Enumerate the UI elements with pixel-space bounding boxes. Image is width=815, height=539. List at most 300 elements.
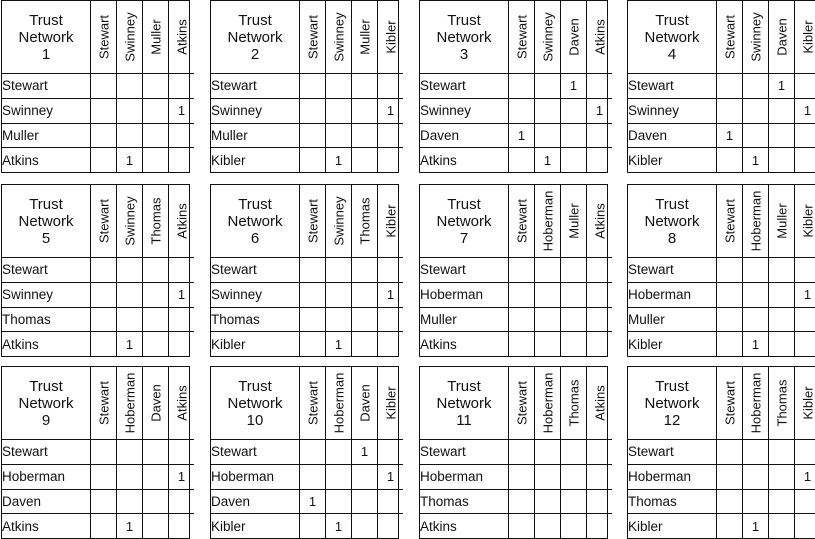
- header-row: [420, 1, 612, 74]
- matrix-cell: 1: [169, 282, 195, 307]
- matrix-cell: [169, 332, 195, 356]
- title-line-1: Trust: [420, 12, 508, 29]
- column-header: [509, 185, 535, 258]
- matrix-cell: [587, 440, 613, 465]
- row-header: Muller: [420, 307, 509, 332]
- column-header: [561, 1, 587, 74]
- matrix-cell: [743, 123, 769, 148]
- matrix-cell: [300, 74, 326, 99]
- row-header: Swinney: [211, 282, 300, 307]
- matrix-cell: [300, 464, 326, 489]
- matrix-cell: [717, 258, 743, 283]
- matrix-cell: [143, 464, 169, 489]
- column-header: [117, 1, 143, 74]
- network-number: 1: [2, 46, 90, 63]
- table-row: [628, 74, 815, 99]
- table-row: [211, 332, 403, 356]
- column-header: [143, 367, 169, 440]
- column-header-label: Muller: [148, 19, 163, 54]
- trust-network-table: [627, 184, 815, 357]
- row-header: Stewart: [211, 258, 300, 283]
- table-row: [211, 98, 403, 123]
- matrix-cell: [535, 440, 561, 465]
- matrix-cell: [326, 440, 352, 465]
- column-header: [378, 367, 404, 440]
- network-number: 8: [628, 230, 716, 247]
- row-header: Thomas: [420, 489, 509, 514]
- matrix-cell: [117, 489, 143, 514]
- table-row: [420, 514, 612, 538]
- matrix-cell: [561, 489, 587, 514]
- matrix-cell: [795, 514, 815, 538]
- column-header-label: Stewart: [514, 381, 529, 425]
- column-header-label: Stewart: [722, 199, 737, 243]
- matrix-cell: [561, 464, 587, 489]
- column-header-label: Kibler: [800, 20, 815, 53]
- trust-network-table: [627, 366, 815, 539]
- column-header: [509, 1, 535, 74]
- column-header-label: Kibler: [383, 386, 398, 419]
- matrix-cell: [717, 464, 743, 489]
- column-header: [535, 185, 561, 258]
- matrix-cell: [509, 489, 535, 514]
- matrix-cell: [795, 440, 815, 465]
- matrix-cell: 1: [117, 514, 143, 538]
- row-header: Kibler: [211, 514, 300, 538]
- matrix-cell: [587, 514, 613, 538]
- matrix-cell: [143, 98, 169, 123]
- column-header: [117, 367, 143, 440]
- table-row: [2, 489, 194, 514]
- matrix-cell: [143, 258, 169, 283]
- matrix-cell: [535, 489, 561, 514]
- table-row: [211, 514, 403, 538]
- header-row: [628, 185, 815, 258]
- matrix-cell: [795, 258, 815, 283]
- matrix-cell: [117, 464, 143, 489]
- column-header: [300, 367, 326, 440]
- matrix-cell: [378, 332, 404, 356]
- row-header: Stewart: [420, 258, 509, 283]
- row-header: Muller: [211, 123, 300, 148]
- matrix-cell: [117, 440, 143, 465]
- table-row: [2, 440, 194, 465]
- matrix-cell: [300, 123, 326, 148]
- matrix-cell: 1: [743, 332, 769, 356]
- title-line-1: Trust: [628, 378, 716, 395]
- column-header-label: Kibler: [383, 204, 398, 237]
- column-header: [717, 367, 743, 440]
- row-header: Hoberman: [628, 464, 717, 489]
- column-header-label: Stewart: [305, 199, 320, 243]
- matrix-cell: 1: [169, 464, 195, 489]
- adjacency-matrix: [2, 367, 194, 538]
- column-header-label: Stewart: [514, 199, 529, 243]
- matrix-cell: [769, 148, 795, 172]
- matrix-cell: [509, 307, 535, 332]
- table-row: [420, 148, 612, 172]
- matrix-cell: [717, 489, 743, 514]
- column-header-label: Swinney: [122, 196, 137, 245]
- matrix-cell: [561, 123, 587, 148]
- matrix-cell: [117, 74, 143, 99]
- matrix-cell: [378, 258, 404, 283]
- column-header: [169, 1, 195, 74]
- table-row: [420, 489, 612, 514]
- table-row: [2, 332, 194, 356]
- table-row: [420, 282, 612, 307]
- title-line-2: Network: [420, 395, 508, 412]
- matrix-cell: [769, 440, 795, 465]
- matrix-cell: [769, 307, 795, 332]
- matrix-cell: [717, 307, 743, 332]
- table-row: [420, 464, 612, 489]
- column-header: [300, 185, 326, 258]
- matrix-cell: [169, 148, 195, 172]
- column-header-label: Stewart: [96, 199, 111, 243]
- trust-network-table: [1, 0, 190, 173]
- network-number: 7: [420, 230, 508, 247]
- matrix-cell: [352, 464, 378, 489]
- matrix-cell: 1: [587, 98, 613, 123]
- title-line-1: Trust: [211, 378, 299, 395]
- matrix-cell: [378, 307, 404, 332]
- matrix-cell: [91, 98, 117, 123]
- column-header-label: Swinney: [331, 196, 346, 245]
- matrix-cell: [169, 440, 195, 465]
- trust-network-table: [627, 0, 815, 173]
- matrix-cell: 1: [326, 332, 352, 356]
- adjacency-matrix: [420, 185, 612, 356]
- row-header: Stewart: [628, 440, 717, 465]
- table-row: [420, 440, 612, 465]
- matrix-cell: [143, 148, 169, 172]
- matrix-cell: [91, 514, 117, 538]
- matrix-cell: [91, 258, 117, 283]
- matrix-cell: [535, 307, 561, 332]
- network-title: [211, 185, 300, 258]
- matrix-cell: [587, 148, 613, 172]
- table-row: [211, 307, 403, 332]
- matrix-cell: [117, 307, 143, 332]
- column-header: [795, 367, 815, 440]
- row-header: Muller: [628, 307, 717, 332]
- column-header: [117, 185, 143, 258]
- matrix-cell: [169, 514, 195, 538]
- header-row: [2, 185, 194, 258]
- matrix-cell: [795, 489, 815, 514]
- matrix-cell: 1: [352, 440, 378, 465]
- row-header: Stewart: [420, 74, 509, 99]
- matrix-cell: 1: [117, 332, 143, 356]
- matrix-cell: [561, 332, 587, 356]
- table-row: [2, 282, 194, 307]
- matrix-cell: [509, 464, 535, 489]
- table-row: [211, 440, 403, 465]
- matrix-cell: [326, 464, 352, 489]
- matrix-cell: 1: [326, 148, 352, 172]
- matrix-cell: [769, 514, 795, 538]
- column-header-label: Swinney: [748, 12, 763, 61]
- network-title: [628, 185, 717, 258]
- row-header: Daven: [420, 123, 509, 148]
- column-header-label: Atkins: [592, 203, 607, 238]
- matrix-cell: [326, 282, 352, 307]
- table-row: [2, 464, 194, 489]
- matrix-cell: [535, 74, 561, 99]
- column-header-label: Swinney: [122, 12, 137, 61]
- table-row: [628, 514, 815, 538]
- matrix-cell: [378, 148, 404, 172]
- matrix-cell: 1: [300, 489, 326, 514]
- matrix-cell: 1: [117, 148, 143, 172]
- column-header-label: Hoberman: [540, 191, 555, 252]
- table-row: [420, 332, 612, 356]
- column-header: [91, 185, 117, 258]
- matrix-cell: [169, 74, 195, 99]
- adjacency-matrix: [420, 367, 612, 538]
- matrix-cell: 1: [717, 123, 743, 148]
- table-row: [628, 148, 815, 172]
- matrix-cell: 1: [535, 148, 561, 172]
- row-header: Stewart: [2, 74, 91, 99]
- matrix-cell: [795, 123, 815, 148]
- network-number: 11: [420, 412, 508, 429]
- matrix-cell: 1: [743, 148, 769, 172]
- row-header: Hoberman: [2, 464, 91, 489]
- column-header-label: Stewart: [305, 381, 320, 425]
- column-header: [169, 367, 195, 440]
- matrix-cell: [717, 98, 743, 123]
- column-header: [300, 1, 326, 74]
- matrix-cell: [535, 258, 561, 283]
- column-header: [352, 185, 378, 258]
- column-header-label: Daven: [566, 18, 581, 56]
- network-number: 4: [628, 46, 716, 63]
- network-title: [420, 1, 509, 74]
- table-row: [628, 440, 815, 465]
- matrix-cell: [795, 74, 815, 99]
- matrix-cell: [91, 307, 117, 332]
- matrix-cell: [743, 74, 769, 99]
- matrix-cell: [509, 282, 535, 307]
- column-header-label: Swinney: [540, 12, 555, 61]
- row-header: Hoberman: [420, 464, 509, 489]
- network-number: 5: [2, 230, 90, 247]
- matrix-cell: [587, 258, 613, 283]
- matrix-cell: [143, 514, 169, 538]
- matrix-cell: [795, 307, 815, 332]
- matrix-cell: [169, 307, 195, 332]
- column-header: [795, 1, 815, 74]
- matrix-cell: [91, 440, 117, 465]
- row-header: Swinney: [628, 98, 717, 123]
- matrix-cell: [352, 514, 378, 538]
- matrix-cell: [378, 514, 404, 538]
- column-header-label: Thomas: [774, 380, 789, 427]
- matrix-cell: [769, 98, 795, 123]
- matrix-cell: [300, 282, 326, 307]
- matrix-cell: [509, 148, 535, 172]
- table-row: [628, 332, 815, 356]
- trust-network-table: [210, 366, 399, 539]
- matrix-cell: 1: [378, 98, 404, 123]
- trust-network-table: [210, 0, 399, 173]
- matrix-cell: [561, 282, 587, 307]
- row-header: Thomas: [2, 307, 91, 332]
- table-row: [2, 258, 194, 283]
- matrix-cell: 1: [795, 98, 815, 123]
- column-header-label: Stewart: [305, 15, 320, 59]
- row-header: Kibler: [628, 148, 717, 172]
- matrix-cell: [169, 258, 195, 283]
- column-header-label: Muller: [566, 203, 581, 238]
- adjacency-matrix: [628, 367, 815, 538]
- table-row: [420, 98, 612, 123]
- column-header: [769, 185, 795, 258]
- matrix-cell: [509, 98, 535, 123]
- row-header: Thomas: [628, 489, 717, 514]
- row-header: Atkins: [2, 148, 91, 172]
- column-header-label: Muller: [774, 203, 789, 238]
- row-header: Swinney: [2, 98, 91, 123]
- row-header: Stewart: [628, 258, 717, 283]
- matrix-cell: [352, 282, 378, 307]
- matrix-cell: 1: [378, 464, 404, 489]
- title-line-2: Network: [2, 395, 90, 412]
- table-row: [628, 123, 815, 148]
- network-number: 6: [211, 230, 299, 247]
- column-header: [378, 1, 404, 74]
- column-header: [326, 1, 352, 74]
- row-header: Hoberman: [420, 282, 509, 307]
- title-line-1: Trust: [628, 196, 716, 213]
- row-header: Daven: [2, 489, 91, 514]
- header-row: [211, 1, 403, 74]
- header-row: [2, 1, 194, 74]
- header-row: [211, 367, 403, 440]
- matrix-cell: [143, 440, 169, 465]
- title-line-1: Trust: [420, 196, 508, 213]
- matrix-cell: [717, 440, 743, 465]
- column-header: [587, 185, 613, 258]
- row-header: Atkins: [2, 332, 91, 356]
- matrix-cell: [352, 98, 378, 123]
- matrix-cell: [587, 489, 613, 514]
- column-header: [326, 367, 352, 440]
- row-header: Thomas: [211, 307, 300, 332]
- matrix-cell: 1: [795, 282, 815, 307]
- matrix-cell: [143, 332, 169, 356]
- title-line-2: Network: [628, 29, 716, 46]
- matrix-cell: [717, 282, 743, 307]
- matrix-cell: 1: [795, 464, 815, 489]
- table-row: [2, 307, 194, 332]
- table-row: [2, 74, 194, 99]
- matrix-cell: [743, 464, 769, 489]
- matrix-cell: [378, 440, 404, 465]
- matrix-cell: [587, 123, 613, 148]
- column-header-label: Thomas: [357, 198, 372, 245]
- matrix-cell: [378, 123, 404, 148]
- table-row: [211, 148, 403, 172]
- matrix-cell: [587, 464, 613, 489]
- matrix-cell: [300, 440, 326, 465]
- trust-network-table: [1, 366, 190, 539]
- network-title: [420, 367, 509, 440]
- matrix-cell: [326, 123, 352, 148]
- matrix-cell: [769, 332, 795, 356]
- row-header: Atkins: [420, 332, 509, 356]
- matrix-cell: 1: [509, 123, 535, 148]
- row-header: Kibler: [628, 514, 717, 538]
- title-line-1: Trust: [2, 196, 90, 213]
- column-header-label: Atkins: [592, 19, 607, 54]
- row-header: Daven: [211, 489, 300, 514]
- matrix-cell: [91, 332, 117, 356]
- column-header-label: Stewart: [96, 381, 111, 425]
- matrix-cell: [91, 148, 117, 172]
- table-row: [2, 123, 194, 148]
- title-line-2: Network: [420, 213, 508, 230]
- matrix-cell: [378, 489, 404, 514]
- matrix-cell: [535, 514, 561, 538]
- trust-network-table: [1, 184, 190, 357]
- matrix-cell: [326, 74, 352, 99]
- matrix-cell: [352, 123, 378, 148]
- matrix-cell: 1: [743, 514, 769, 538]
- adjacency-matrix: [2, 185, 194, 356]
- title-line-2: Network: [211, 395, 299, 412]
- title-line-1: Trust: [2, 378, 90, 395]
- row-header: Swinney: [2, 282, 91, 307]
- network-title: [2, 185, 91, 258]
- network-number: 10: [211, 412, 299, 429]
- row-header: Kibler: [628, 332, 717, 356]
- matrix-cell: [143, 489, 169, 514]
- adjacency-matrix: [628, 185, 815, 356]
- matrix-cell: [743, 489, 769, 514]
- matrix-cell: [91, 123, 117, 148]
- matrix-cell: [535, 123, 561, 148]
- column-header-label: Stewart: [96, 15, 111, 59]
- column-header-label: Hoberman: [122, 373, 137, 434]
- column-header: [743, 367, 769, 440]
- matrix-cell: [509, 514, 535, 538]
- row-header: Atkins: [2, 514, 91, 538]
- row-header: Stewart: [628, 74, 717, 99]
- matrix-cell: [795, 332, 815, 356]
- column-header: [743, 185, 769, 258]
- adjacency-matrix: [2, 1, 194, 172]
- matrix-cell: [743, 282, 769, 307]
- matrix-cell: [769, 258, 795, 283]
- table-row: [211, 282, 403, 307]
- matrix-cell: [561, 98, 587, 123]
- matrix-cell: [561, 514, 587, 538]
- table-row: [211, 489, 403, 514]
- row-header: Kibler: [211, 148, 300, 172]
- row-header: Stewart: [2, 258, 91, 283]
- title-line-1: Trust: [420, 378, 508, 395]
- header-row: [420, 367, 612, 440]
- matrix-cell: [509, 258, 535, 283]
- matrix-cell: [117, 98, 143, 123]
- adjacency-matrix: [211, 367, 403, 538]
- matrix-cell: [509, 332, 535, 356]
- column-header: [535, 367, 561, 440]
- matrix-cell: [769, 282, 795, 307]
